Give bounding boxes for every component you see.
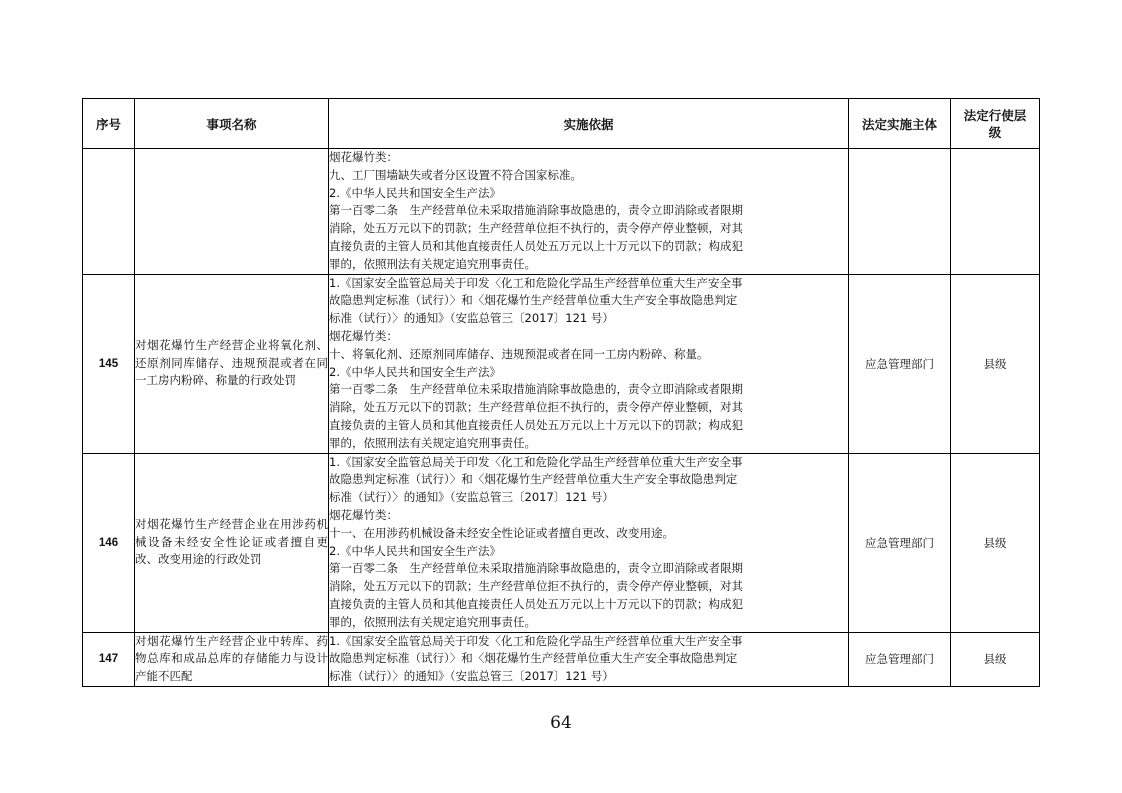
header-subject: 法定实施主体: [849, 99, 951, 149]
basis-line: 罪的，依照刑法有关规定追究刑事责任。: [329, 435, 536, 450]
table-row: [83, 632, 1040, 686]
table-row: [83, 453, 1040, 632]
basis-line: 2.《中华人民共和国安全生产法》: [329, 364, 501, 379]
basis-line: 第一百零二条 生产经营单位未采取措施消除事故隐患的，责令立即消除或者限期: [329, 561, 743, 576]
basis-line: 消除，处五万元以下的罚款；生产经营单位拒不执行的，责令停产停业整顿，对其: [329, 221, 743, 236]
legal-subject: [849, 149, 951, 275]
header-level-line-1: 法定行使层: [963, 107, 1027, 123]
basis-line: 罪的，依照刑法有关规定追究刑事责任。: [329, 614, 536, 629]
basis-line: 第一百零二条 生产经营单位未采取措施消除事故隐患的，责令立即消除或者限期: [329, 203, 743, 218]
basis-line: 2.《中华人民共和国安全生产法》: [329, 543, 501, 558]
basis-line: 2.《中华人民共和国安全生产法》: [329, 185, 501, 200]
header-item-name: 事项名称: [135, 99, 329, 149]
basis-line: 1.《国家安全监管总局关于印发〈化工和危险化学品生产经营单位重大生产安全事: [329, 454, 743, 469]
basis-line: 罪的，依照刑法有关规定追究刑事责任。: [329, 256, 536, 271]
row-number: 145: [83, 274, 135, 453]
regulation-table: [82, 98, 1040, 687]
basis-line: 标准（试行）〉的通知》（安监总管三〔2017〕121 号）: [329, 490, 614, 505]
basis-line: 第一百零二条 生产经营单位未采取措施消除事故隐患的，责令立即消除或者限期: [329, 382, 743, 397]
item-name: 对烟花爆竹生产经营企业中转库、药物总库和成品总库的存储能力与设计产能不匹配: [135, 632, 329, 686]
implementation-basis: [329, 453, 849, 632]
implementation-basis: [329, 274, 849, 453]
implementation-basis: [329, 149, 849, 275]
basis-line: 直接负责的主管人员和其他直接责任人员处五万元以上十万元以下的罚款；构成犯: [329, 417, 743, 432]
legal-level: 县级: [951, 274, 1040, 453]
header-level: [951, 99, 1040, 149]
item-name: 对烟花爆竹生产经营企业在用涉药机械设备未经安全性论证或者擅自更改、改变用途的行政处罚: [135, 453, 329, 632]
basis-line: 消除，处五万元以下的罚款；生产经营单位拒不执行的，责令停产停业整顿，对其: [329, 400, 743, 415]
basis-line: 1.《国家安全监管总局关于印发〈化工和危险化学品生产经营单位重大生产安全事: [329, 633, 743, 648]
basis-line: 标准（试行）〉的通知》（安监总管三〔2017〕121 号）: [329, 311, 614, 326]
item-name: 对烟花爆竹生产经营企业将氧化剂、还原剂同库储存、违规预混或者在同一工房内粉碎、称量的行政处罚: [135, 274, 329, 453]
row-number: 146: [83, 453, 135, 632]
legal-subject: 应急管理部门: [849, 453, 951, 632]
basis-line: 烟花爆竹类：: [329, 328, 398, 343]
basis-line: 故隐患判定标准（试行）〉和〈烟花爆竹生产经营单位重大生产安全事故隐患判定: [329, 651, 738, 666]
page-number: 64: [550, 713, 572, 733]
row-number: 147: [83, 632, 135, 686]
basis-line: 消除，处五万元以下的罚款；生产经营单位拒不执行的，责令停产停业整顿，对其: [329, 579, 743, 594]
row-number: [83, 149, 135, 275]
basis-line: 十、将氧化剂、还原剂同库储存、违规预混或者在同一工房内粉碎、称量。: [329, 346, 709, 361]
item-name: [135, 149, 329, 275]
implementation-basis: [329, 632, 849, 686]
basis-line: 烟花爆竹类：: [329, 507, 398, 522]
basis-line: 直接负责的主管人员和其他直接责任人员处五万元以上十万元以下的罚款；构成犯: [329, 238, 743, 253]
table-row: [83, 274, 1040, 453]
legal-level: 县级: [951, 632, 1040, 686]
legal-level: [951, 149, 1040, 275]
header-no: 序号: [83, 99, 135, 149]
table-header-row: [83, 99, 1040, 149]
basis-line: 故隐患判定标准（试行）〉和〈烟花爆竹生产经营单位重大生产安全事故隐患判定: [329, 472, 738, 487]
header-level-line-2: 级: [988, 124, 1002, 140]
basis-line: 1.《国家安全监管总局关于印发〈化工和危险化学品生产经营单位重大生产安全事: [329, 275, 743, 290]
basis-line: 直接负责的主管人员和其他直接责任人员处五万元以上十万元以下的罚款；构成犯: [329, 596, 743, 611]
basis-line: 烟花爆竹类：: [329, 150, 398, 164]
legal-subject: 应急管理部门: [849, 632, 951, 686]
legal-subject: 应急管理部门: [849, 274, 951, 453]
basis-line: 标准（试行）〉的通知》（安监总管三〔2017〕121 号）: [329, 669, 614, 684]
basis-line: 故隐患判定标准（试行）〉和〈烟花爆竹生产经营单位重大生产安全事故隐患判定: [329, 293, 738, 308]
table-row: [83, 149, 1040, 275]
basis-line: 十一、在用涉药机械设备未经安全性论证或者擅自更改、改变用途。: [329, 525, 674, 540]
header-basis: 实施依据: [329, 99, 849, 149]
legal-level: 县级: [951, 453, 1040, 632]
basis-line: 九、工厂围墙缺失或者分区设置不符合国家标准。: [329, 167, 582, 182]
